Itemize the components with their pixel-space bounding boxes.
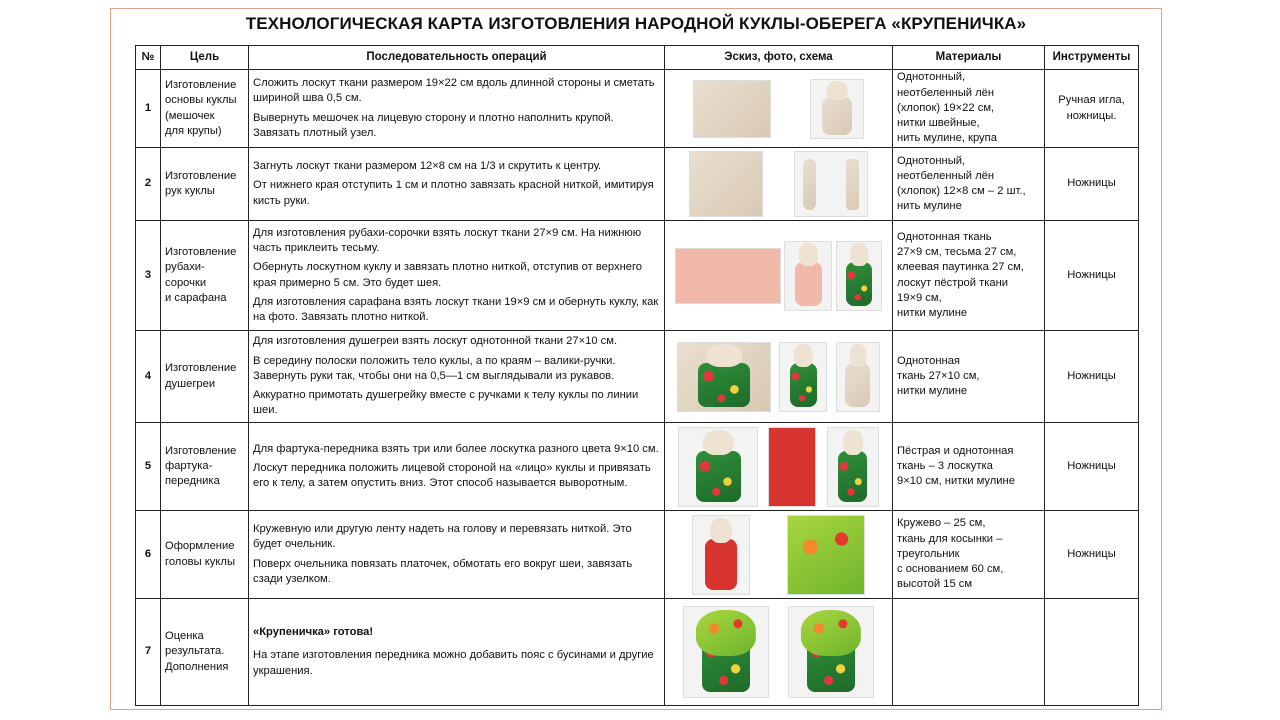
operation-step: В середину полоски положить тело куклы, а по краям – валики-ручки. Завернуть руки так, чтобы они на 0,5—1 см выглядывали из рукавов.: [253, 354, 616, 382]
apron-lowered-photo: [827, 427, 879, 507]
goal-line: душегреи: [165, 377, 216, 390]
goal-line: сорочки: [165, 276, 207, 289]
header-num: №: [136, 46, 161, 70]
table-row: [136, 70, 1139, 148]
tool-line: Ножницы: [1067, 268, 1116, 281]
operation-step: Лоскут передника положить лицевой стороной на «лицо» куклы и привязать его к телу, а затем опустить вниз. Этот способ называется выворотным.: [253, 461, 651, 490]
operations-cell: [249, 221, 665, 331]
sketch-cell: [665, 331, 893, 423]
goal-line: основы куклы: [165, 94, 237, 107]
header-sketch: Эскиз, фото, схема: [665, 46, 893, 70]
goal-line: Изготовление: [165, 362, 237, 375]
operation-step: Поверх очельника повязать платочек, обмотать его вокруг шеи, завязать сзади узелком.: [253, 557, 633, 585]
operations-cell: [249, 423, 665, 511]
materials-cell: [893, 221, 1045, 331]
operation-step: Сложить лоскут ткани размером 19×22 см вдоль длинной стороны и сметать шириной шва 0,5 см.: [253, 77, 655, 105]
photo-group: [669, 148, 888, 220]
tools-cell: [1045, 148, 1139, 221]
sarafan-doll-photo: [836, 241, 882, 311]
table-row: [136, 599, 1139, 706]
operation-step: Аккуратно примотать душегрейку вместе с ручками к телу куклы по линии шеи.: [253, 389, 639, 417]
materials-cell: [893, 511, 1045, 599]
header-materials: Материалы: [893, 46, 1045, 70]
header-operations: Последовательность операций: [249, 46, 665, 70]
material-line: Однотонный,: [897, 71, 966, 84]
material-line: Однотонный,: [897, 154, 966, 167]
sketch-cell: [665, 221, 893, 331]
photo-group: [669, 423, 888, 510]
folded-strip-photo: [689, 151, 763, 217]
goal-line: Изготовление: [165, 246, 237, 259]
material-line: нитки мулине: [897, 385, 968, 398]
operation-step: Для изготовления рубахи-сорочки взять лоскут ткани 27×9 см. На нижнюю часть приклеить тесьму.: [253, 226, 642, 255]
operation-step: Для изготовления душегреи взять лоскут однотонной ткани 27×10 см.: [253, 335, 618, 348]
operations-cell: [249, 148, 665, 221]
material-line: неотбеленный лён: [897, 169, 995, 182]
goal-line: (мешочек: [165, 109, 215, 122]
sketch-cell: [665, 70, 893, 148]
goal-cell: [161, 221, 249, 331]
material-line: ткань для косынки –: [897, 532, 1003, 545]
material-line: нить мулине, крупа: [897, 132, 997, 145]
goal-line: Изготовление: [165, 79, 237, 92]
finished-doll-photo-1: [683, 606, 769, 698]
operations-heading: «Крупеничка» готова!: [253, 626, 374, 639]
photo-group: [669, 331, 888, 422]
dushegreya-layout-photo: [677, 342, 771, 412]
material-line: нить мулине: [897, 200, 962, 213]
material-line: лоскут пёстрой ткани: [897, 276, 1009, 289]
photo-group: [669, 599, 888, 705]
photo-group: [669, 70, 888, 147]
step-number: 7: [136, 599, 161, 706]
material-line: ткань 27×10 см,: [897, 369, 980, 382]
goal-cell: [161, 331, 249, 423]
filled-bag-photo: [810, 79, 864, 139]
operations-cell: [249, 331, 665, 423]
goal-cell: [161, 599, 249, 706]
operation-step: Для изготовления сарафана взять лоскут ткани 19×9 см и обернуть куклу, как на фото. Завязать плотно ниткой.: [253, 295, 659, 323]
materials-cell: [893, 423, 1045, 511]
tools-cell: [1045, 70, 1139, 148]
step-number: 1: [136, 70, 161, 148]
tools-cell: [1045, 599, 1139, 706]
goal-cell: [161, 511, 249, 599]
sketch-cell: [665, 423, 893, 511]
tool-line: ножницы.: [1066, 109, 1117, 122]
material-line: клеевая паутинка 27 см,: [897, 261, 1024, 274]
material-line: с основанием 60 см,: [897, 563, 1004, 576]
tool-line: Ножницы: [1067, 177, 1116, 190]
goal-line: рук куклы: [165, 185, 215, 197]
shirt-fabric-photo: [675, 248, 781, 304]
lace-headband-photo: [692, 515, 750, 595]
table-row: [136, 511, 1139, 599]
goal-cell: [161, 70, 249, 148]
operation-step: Вывернуть мешочек на лицевую сторону и плотно наполнить крупой. Завязать плотный узел.: [253, 111, 614, 139]
operation-step: На этапе изготовления передника можно добавить пояс с бусинами и другие украшения.: [253, 649, 654, 677]
operation-step: Кружевную или другую ленту надеть на голову и перевязать ниткой. Это будет очельник.: [253, 523, 632, 551]
material-line: Однотонная ткань: [897, 230, 992, 243]
sketch-cell: [665, 511, 893, 599]
tools-cell: [1045, 423, 1139, 511]
tech-card-table: [135, 45, 1139, 706]
operations-cell: [249, 511, 665, 599]
materials-cell: [893, 70, 1045, 148]
table-row: [136, 331, 1139, 423]
operations-cell: [249, 70, 665, 148]
materials-cell: [893, 599, 1045, 706]
operation-step: Для фартука-передника взять три или более лоскутка разного цвета 9×10 см.: [253, 442, 659, 455]
material-line: 27×9 см, тесьма 27 см,: [897, 246, 1017, 259]
step-number: 4: [136, 331, 161, 423]
doll-arms-photo: [794, 151, 868, 217]
material-line: ткань – 3 лоскутка: [897, 459, 993, 472]
tool-line: Ножницы: [1067, 369, 1116, 382]
materials-cell: [893, 331, 1045, 423]
sketch-cell: [665, 148, 893, 221]
wrapped-doll-photo: [784, 241, 832, 311]
tools-cell: [1045, 331, 1139, 423]
goal-line: передника: [165, 475, 220, 488]
material-line: высотой 15 см: [897, 578, 973, 591]
apron-tied-photo: [768, 427, 816, 507]
operations-cell: [249, 599, 665, 706]
material-line: Однотонная: [897, 354, 960, 367]
tool-line: Ножницы: [1067, 459, 1116, 472]
goal-line: рубахи-: [165, 261, 205, 274]
headscarf-photo: [787, 515, 865, 595]
table-row: [136, 221, 1139, 331]
operation-step: От нижнего края отступить 1 см и плотно завязать красной ниткой, имитируя кисть руки.: [253, 179, 654, 207]
dushegreya-doll-front-photo: [779, 342, 827, 412]
header-tools: Инструменты: [1045, 46, 1139, 70]
page-title: ТЕХНОЛОГИЧЕСКАЯ КАРТА ИЗГОТОВЛЕНИЯ НАРОДНОЙ КУКЛЫ-ОБЕРЕГА «КРУПЕНИЧКА»: [245, 14, 1027, 33]
step-number: 2: [136, 148, 161, 221]
tools-cell: [1045, 221, 1139, 331]
goal-line: для крупы): [165, 124, 222, 137]
goal-line: головы куклы: [165, 555, 235, 568]
material-line: Пёстрая и однотонная: [897, 444, 1014, 457]
finished-doll-photo-2: [788, 606, 874, 698]
material-line: нитки швейные,: [897, 117, 980, 130]
step-number: 5: [136, 423, 161, 511]
material-line: Кружево – 25 см,: [897, 517, 986, 530]
material-line: треугольник: [897, 547, 960, 560]
step-number: 6: [136, 511, 161, 599]
material-line: неотбеленный лён: [897, 86, 995, 99]
material-line: (хлопок) 12×8 см – 2 шт.,: [897, 185, 1026, 197]
goal-line: результата.: [165, 645, 225, 658]
goal-line: и сарафана: [165, 291, 227, 304]
goal-line: Изготовление: [165, 169, 237, 182]
tools-cell: [1045, 511, 1139, 599]
goal-cell: [161, 423, 249, 511]
step-number: 3: [136, 221, 161, 331]
operation-step: Обернуть лоскутном куклу и завязать плотно ниткой, отступив от верхнего края примерно 5 см. Это будет шея.: [253, 261, 643, 289]
material-line: (хлопок) 19×22 см,: [897, 101, 995, 114]
goal-cell: [161, 148, 249, 221]
dushegreya-doll-back-photo: [836, 342, 880, 412]
photo-group: [669, 221, 888, 330]
operation-step: Загнуть лоскут ткани размером 12×8 см на 1/3 и скрутить к центру.: [253, 160, 602, 173]
header-goal: Цель: [161, 46, 249, 70]
goal-line: Дополнения: [165, 660, 229, 673]
table-row: [136, 148, 1139, 221]
photo-group: [669, 511, 888, 598]
goal-line: Оценка: [165, 630, 204, 643]
goal-line: Изготовление: [165, 444, 237, 457]
material-line: 19×9 см,: [897, 291, 942, 304]
sketch-cell: [665, 599, 893, 706]
tool-line: Ножницы: [1067, 547, 1116, 560]
apron-pieces-photo: [678, 427, 758, 507]
material-line: 9×10 см, нитки мулине: [897, 475, 1015, 488]
goal-line: Оформление: [165, 540, 235, 553]
table-row: [136, 423, 1139, 511]
materials-cell: [893, 148, 1045, 221]
material-line: нитки мулине: [897, 306, 968, 319]
linen-pouch-photo: [693, 80, 771, 138]
goal-line: фартука-: [165, 459, 213, 472]
tool-line: Ручная игла,: [1058, 94, 1125, 107]
table-header-row: [136, 46, 1139, 70]
